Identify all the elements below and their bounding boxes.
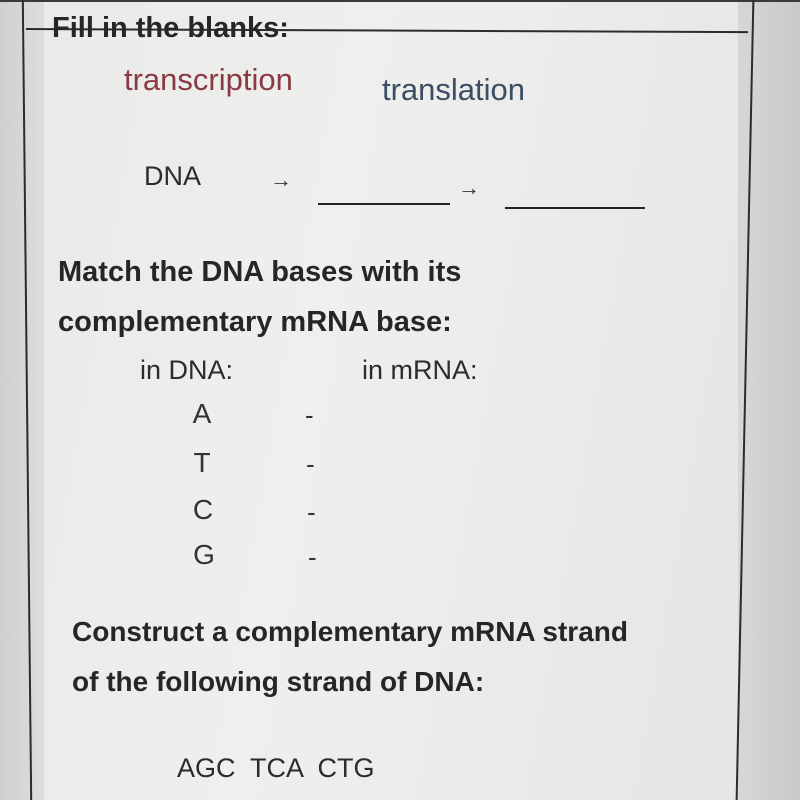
column-in-mrna: in mRNA: — [362, 355, 478, 385]
dna-base-c: C — [192, 494, 214, 525]
screen-bezel-right — [738, 0, 800, 800]
fill-blanks-heading: Fill in the blanks: — [52, 12, 289, 44]
dna-base-t: T — [193, 447, 211, 478]
screen-bezel-left — [0, 0, 44, 800]
blank-2[interactable] — [505, 207, 645, 209]
dna-label: DNA — [144, 161, 202, 191]
arrow-1: → — [270, 167, 292, 192]
match-heading-line2: complementary mRNA base: — [58, 306, 452, 338]
arrow-2: → — [458, 175, 480, 200]
construct-heading-line2: of the following strand of DNA: — [72, 666, 485, 697]
blank-1[interactable] — [318, 203, 450, 205]
match-dash-t: - — [306, 449, 315, 479]
match-dash-a: - — [305, 400, 314, 430]
word-translation: translation — [382, 72, 526, 107]
dna-strand: AGC TCA CTG — [177, 753, 375, 783]
match-dash-g: - — [308, 542, 317, 572]
dna-base-a: A — [192, 398, 212, 429]
match-dash-c: - — [307, 497, 316, 527]
column-in-dna: in DNA: — [140, 355, 234, 385]
word-transcription: transcription — [124, 62, 293, 97]
top-border — [0, 0, 800, 2]
construct-heading-line1: Construct a complementary mRNA strand — [72, 616, 628, 647]
match-heading-line1: Match the DNA bases with its — [58, 256, 462, 288]
dna-base-g: G — [193, 539, 215, 570]
